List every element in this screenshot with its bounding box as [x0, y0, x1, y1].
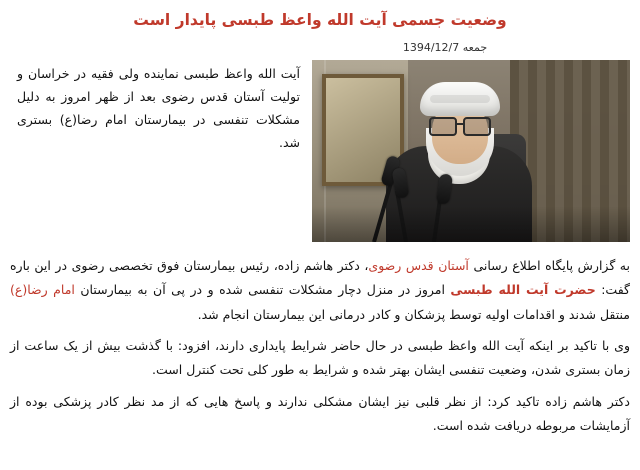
inline-text: وی با تاکید بر اینکه آیت الله واعظ طبسی در حال حاضر شرایط پایداری دارند، افزود: با گذشت بیش از یک ساعت از زمان بستری شدن، وضعیت تنفسی ایشان بهتر شده و شرایط به طور کلی تحت کنترل است. — [10, 338, 630, 378]
article-body — [10, 254, 630, 439]
photo-vignette — [312, 206, 630, 242]
person-turban — [420, 82, 500, 116]
inline-text: دکتر هاشم زاده تاکید کرد: از نظر قلبی نیز ایشان مشکلی ندارند و پاسخ هایی که از مد نظر کادر پزشکی بوده از آزمایشات مربوطه دریافت شده است. — [10, 393, 630, 434]
inline-text: امروز در منزل دچار مشکلات تنفسی شده و در پی آن به بیمارستان — [74, 282, 451, 298]
inline-text: منتقل شدند و اقدامات اولیه توسط پزشکان و کادر درمانی این بیمارستان انجام شد. — [197, 306, 630, 322]
article-lead: آیت الله واعظ طبسی نماینده ولی فقیه در خراسان و تولیت آستان قدس رضوی بعد از ظهر امروز به دلیل مشکلات تنفسی در بیمارستان امام رضا(ع) بستری شد. — [17, 65, 300, 151]
article-paragraph — [10, 390, 630, 439]
inline-text: ، دکتر هاشم زاده، رئیس بیمارستان فوق تخصصی رضوی در این باره گفت: — [10, 257, 630, 298]
inline-text: به گزارش پایگاه اطلاع رسانی — [468, 257, 630, 273]
inline-link-bold[interactable]: حضرت آیت الله طبسی — [450, 282, 596, 298]
inline-link[interactable]: آستان قدس رضوی — [368, 257, 469, 273]
article-lead-column — [17, 60, 302, 155]
glasses-lens-left — [429, 117, 457, 136]
glasses-lens-right — [463, 117, 491, 136]
article-paragraph — [10, 334, 630, 383]
article-date: جمعه 1394/12/7 — [402, 40, 488, 54]
inline-link[interactable]: امام رضا(ع) — [10, 282, 75, 298]
article-photo — [312, 60, 630, 242]
article-photo-column — [312, 60, 630, 242]
lead-and-photo-block — [10, 60, 630, 242]
page-title: وضعیت جسمی آیت الله واعظ طبسی پایدار است — [133, 11, 507, 29]
article-paragraph — [10, 254, 630, 327]
person-glasses — [429, 117, 491, 132]
